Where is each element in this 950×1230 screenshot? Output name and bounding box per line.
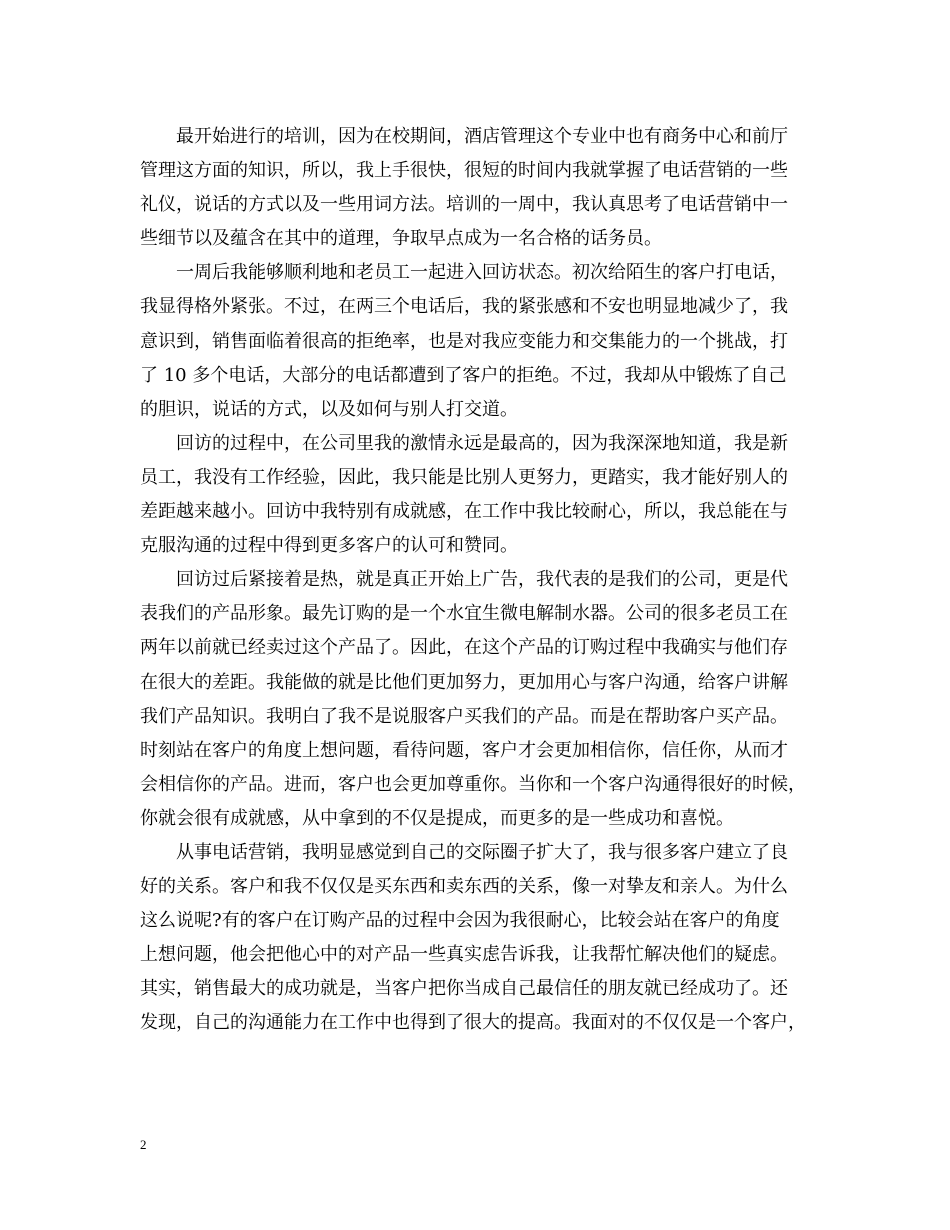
- page-number: 2: [140, 1137, 147, 1152]
- text-line: 些细节以及蕴含在其中的道理，争取早点成为一名合格的话务员。: [140, 228, 662, 250]
- text-line: 表我们的产品形象。最先订购的是一个水宜生微电解制水器。公司的很多老员工在: [140, 603, 788, 625]
- text-line: 回访过后紧接着是热，就是真正开始上广告，我代表的是我们的公司，更是代: [176, 569, 788, 591]
- text-line: 上想问题，他会把他心中的对产品一些真实虑告诉我，让我帮忙解决他们的疑虑。: [140, 944, 788, 966]
- text-line: 其实，销售最大的成功就是，当客户把你当成自己最信任的朋友就已经成功了。还: [140, 978, 788, 1000]
- text-line: 一周后我能够顺利地和老员工一起进入回访状态。初次给陌生的客户打电话，: [176, 262, 788, 284]
- text-line: 克服沟通的过程中得到更多客户的认可和赞同。: [140, 535, 518, 557]
- text-line: 我显得格外紧张。不过，在两三个电话后，我的紧张感和不安也明显地减少了，我: [140, 296, 788, 318]
- text-line: 礼仪，说话的方式以及一些用词方法。培训的一周中，我认真思考了电话营销中一: [140, 194, 788, 216]
- text-line: 两年以前就已经卖过这个产品了。因此，在这个产品的订购过程中我确实与他们存: [140, 637, 788, 659]
- text-line: 发现，自己的沟通能力在工作中也得到了很大的提高。我面对的不仅仅是一个客户，: [140, 1012, 806, 1034]
- text-line: 好的关系。客户和我不仅仅是买东西和卖东西的关系，像一对挚友和亲人。为什么: [140, 876, 788, 898]
- text-line: 了 10 多个电话，大部分的电话都遭到了客户的拒绝。不过，我却从中锻炼了自己: [140, 364, 787, 386]
- text-line: 最开始进行的培训，因为在校期间，酒店管理这个专业中也有商务中心和前厅: [176, 126, 788, 147]
- text-line: 从事电话营销，我明显感觉到自己的交际圈子扩大了，我与很多客户建立了良: [176, 841, 788, 863]
- text-line: 意识到，销售面临着很高的拒绝率，也是对我应变能力和交集能力的一个挑战，打: [140, 330, 788, 352]
- text-line: 的胆识，说话的方式，以及如何与别人打交道。: [140, 398, 518, 420]
- text-line: 你就会很有成就感，从中拿到的不仅是提成，而更多的是一些成功和喜悦。: [140, 807, 734, 829]
- text-line: 时刻站在客户的角度上想问题，看待问题，客户才会更加相信你，信任你，从而才: [140, 739, 788, 761]
- text-line: 差距越来越小。回访中我特别有成就感，在工作中我比较耐心，所以，我总能在与: [140, 501, 788, 523]
- text-line: 管理这方面的知识，所以，我上手很快，很短的时间内我就掌握了电话营销的一些: [140, 160, 788, 182]
- text-line: 在很大的差距。我能做的就是比他们更加努力，更加用心与客户沟通，给客户讲解: [140, 671, 788, 693]
- text-line: 这么说呢?有的客户在订购产品的过程中会因为我很耐心，比较会站在客户的角度: [140, 910, 780, 932]
- document-body: [140, 120, 820, 1041]
- text-line: 员工，我没有工作经验，因此，我只能是比别人更努力，更踏实，我才能好别人的: [140, 466, 788, 488]
- text-line: 回访的过程中，在公司里我的激情永远是最高的，因为我深深地知道，我是新: [176, 432, 788, 454]
- text-line: 我们产品知识。我明白了我不是说服客户买我们的产品。而是在帮助客户买产品。: [140, 705, 788, 727]
- text-line: 会相信你的产品。进而，客户也会更加尊重你。当你和一个客户沟通得很好的时候，: [140, 773, 806, 795]
